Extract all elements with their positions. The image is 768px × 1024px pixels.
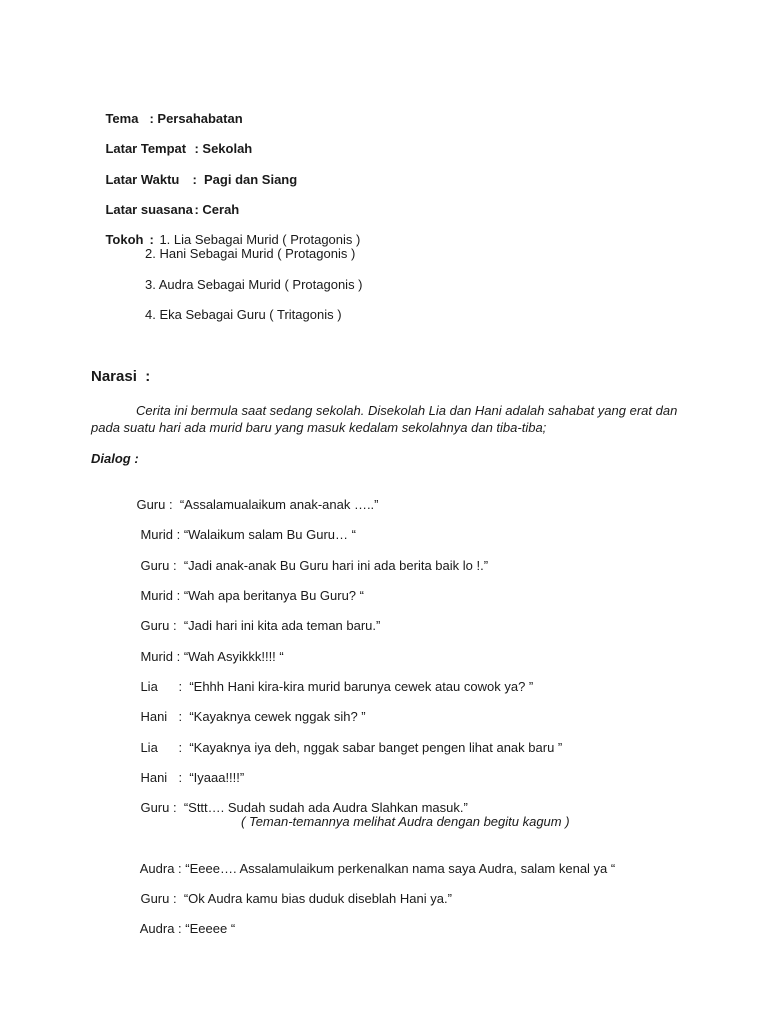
utterance: “Kayaknya cewek nggak sih? ” (189, 709, 366, 724)
utterance: “Wah Asyikkk!!!! “ (183, 649, 284, 664)
utterance: “Eeee…. Assalamulaikum perkenalkan nama saya Audra, salam kenal ya “ (185, 861, 616, 876)
utterance: “Assalamualaikum anak-anak …..” (179, 497, 379, 512)
tokoh-colon: : (149, 232, 154, 247)
speaker: Audra : (139, 921, 182, 936)
speaker: Guru : (136, 497, 173, 512)
speaker-colon: : (178, 679, 183, 694)
latar-suasana-value: : Cerah (194, 202, 240, 217)
speaker: Audra : (139, 861, 182, 876)
utterance: “Walaikum salam Bu Guru… “ (183, 527, 356, 542)
narasi-heading: Narasi : (91, 368, 151, 385)
utterance: “Eeeee “ (185, 921, 236, 936)
tokoh-item: 4. Eka Sebagai Guru ( Tritagonis ) (145, 307, 342, 322)
tokoh-label: Tokoh (105, 232, 144, 247)
latar-suasana-label: Latar suasana (105, 202, 193, 217)
utterance: “Ok Audra kamu bias duduk diseblah Hani ya.” (183, 891, 452, 906)
dialog-line (126, 905, 235, 953)
utterance: “Iyaaa!!!!” (189, 770, 245, 785)
speaker: Hani (140, 770, 168, 785)
utterance: “Jadi hari ini kita ada teman baru.” (183, 618, 381, 633)
speaker: Guru : (140, 891, 177, 906)
speaker: Lia (140, 679, 158, 694)
speaker: Murid : (140, 588, 181, 603)
latar-tempat-label: Latar Tempat (105, 141, 187, 156)
tokoh-item: 3. Audra Sebagai Murid ( Protagonis ) (145, 277, 363, 292)
utterance: “Ehhh Hani kira-kira murid barunya cewek atau cowok ya? ” (189, 679, 534, 694)
speaker: Guru : (140, 618, 177, 633)
latar-tempat-value: : Sekolah (194, 141, 253, 156)
dialog-heading: Dialog : (91, 451, 139, 466)
narasi-paragraph-line: Cerita ini bermula saat sedang sekolah. Disekolah Lia dan Hani adalah sahabat yang erat dan (136, 403, 678, 418)
utterance: “Wah apa beritanya Bu Guru? “ (183, 588, 364, 603)
latar-waktu-label: Latar Waktu (105, 172, 180, 187)
speaker: Murid : (140, 649, 181, 664)
speaker: Hani (140, 709, 168, 724)
tema-label: Tema (105, 111, 139, 126)
speaker: Guru : (140, 800, 177, 815)
speaker-colon: : (178, 709, 183, 724)
latar-waktu-value: : Pagi dan Siang (192, 172, 298, 187)
tokoh-item: 1. Lia Sebagai Murid ( Protagonis ) (159, 232, 361, 247)
speaker-colon: : (178, 740, 183, 755)
utterance: “Jadi anak-anak Bu Guru hari ini ada berita baik lo !.” (183, 558, 489, 573)
utterance: “Sttt…. Sudah sudah ada Audra Slahkan masuk.” (183, 800, 468, 815)
tema-value: : Persahabatan (149, 111, 243, 126)
speaker: Murid : (140, 527, 181, 542)
tokoh-item: 2. Hani Sebagai Murid ( Protagonis ) (145, 246, 356, 261)
utterance: “Kayaknya iya deh, nggak sabar banget pengen lihat anak baru ” (189, 740, 563, 755)
stage-direction: ( Teman-temannya melihat Audra dengan begitu kagum ) (241, 814, 570, 829)
speaker: Guru : (140, 558, 177, 573)
narasi-paragraph-line: pada suatu hari ada murid baru yang masuk kedalam sekolahnya dan tiba-tiba; (91, 420, 547, 435)
speaker: Lia (140, 740, 158, 755)
speaker-colon: : (178, 770, 183, 785)
